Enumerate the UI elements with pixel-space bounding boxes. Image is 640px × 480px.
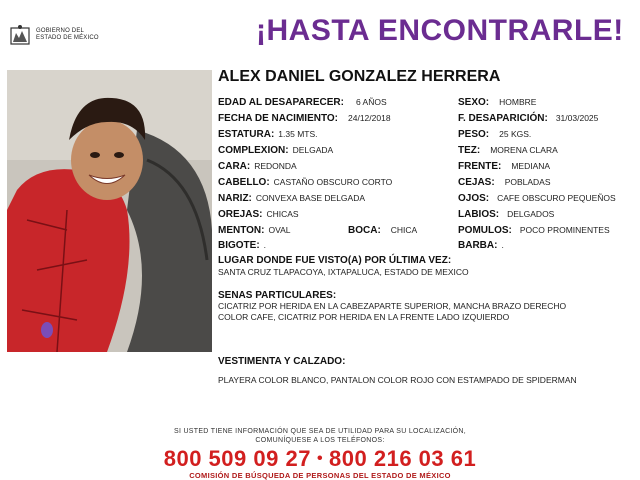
field-peso: PESO: 25 KGS. (458, 129, 532, 140)
person-name: ALEX DANIEL GONZALEZ HERRERA (218, 68, 501, 85)
state-logo (8, 22, 128, 48)
agency-name: COMISIÓN DE BÚSQUEDA DE PERSONAS DEL ESTADO DE MÉXICO (189, 471, 451, 480)
field-cejas: CEJAS: POBLADAS (458, 177, 551, 188)
field-pomulos: POMULOS: POCO PROMINENTES (458, 225, 610, 236)
field-sexo: SEXO: HOMBRE (458, 97, 537, 108)
field-fecha-desaparicion: F. DESAPARICIÓN: 31/03/2025 (458, 113, 599, 124)
field-boca: BOCA: CHICA (348, 225, 418, 236)
clothing-title: VESTIMENTA Y CALZADO: (218, 356, 346, 367)
missing-person-photo (7, 70, 212, 352)
phone-1[interactable]: 800 509 09 27 (163, 446, 311, 471)
field-orejas: OREJAS: CHICAS (218, 209, 299, 220)
field-labios: LABIOS: DELGADOS (458, 209, 555, 220)
field-complexion: COMPLEXION: DELGADA (218, 145, 334, 156)
marks-line-1: CICATRIZ POR HERIDA EN LA CABEZAPARTE SUPERIOR, MANCHA BRAZO DERECHO (218, 301, 567, 311)
field-bigote: BIGOTE: . (218, 240, 267, 251)
clothing-text: PLAYERA COLOR BLANCO, PANTALON COLOR ROJO CON ESTAMPADO DE SPIDERMAN (218, 375, 577, 385)
logo-text: GOBIERNO DEL ESTADO DE MÉXICO (36, 28, 99, 41)
field-cabello: CABELLO: CASTAÑO OBSCURO CORTO (218, 177, 393, 188)
field-nariz: NARIZ: CONVEXA BASE DELGADA (218, 193, 366, 204)
coat-of-arms-icon (8, 23, 32, 47)
phone-2[interactable]: 800 216 03 61 (329, 446, 477, 471)
contact-line-1: SI USTED TIENE INFORMACIÓN QUE SEA DE UTILIDAD PARA SU LOCALIZACIÓN, (173, 428, 467, 435)
marks-title: SENAS PARTICULARES: (218, 290, 337, 301)
field-menton: MENTON: OVAL (218, 225, 291, 236)
field-barba: BARBA: . (458, 240, 504, 251)
last-seen-title: LUGAR DONDE FUE VISTO(A) POR ÚLTIMA VEZ: (218, 255, 452, 266)
marks-line-2: COLOR CAFE, CICATRIZ POR HERIDA EN LA FRENTE LADO IZQUIERDO (218, 312, 510, 322)
contact-line-2: COMUNÍQUESE A LOS TELÉFONOS: (255, 437, 385, 444)
field-frente: FRENTE: MEDIANA (458, 161, 551, 172)
field-ojos: OJOS: CAFE OBSCURO PEQUEÑOS (458, 193, 616, 204)
headline: ¡HASTA ENCONTRARLE! (256, 14, 624, 47)
field-tez: TEZ: MORENA CLARA (458, 145, 558, 156)
field-fecha-nacimiento: FECHA DE NACIMIENTO: 24/12/2018 (218, 113, 391, 124)
phone-separator: • (316, 450, 324, 467)
field-estatura: ESTATURA: 1.35 MTS. (218, 129, 318, 140)
phone-numbers (0, 446, 640, 472)
field-cara: CARA: REDONDA (218, 161, 297, 172)
field-edad: EDAD AL DESAPARECER: 6 AÑOS (218, 97, 387, 108)
last-seen-text: SANTA CRUZ TLAPACOYA, IXTAPALUCA, ESTADO DE MEXICO (218, 267, 469, 277)
